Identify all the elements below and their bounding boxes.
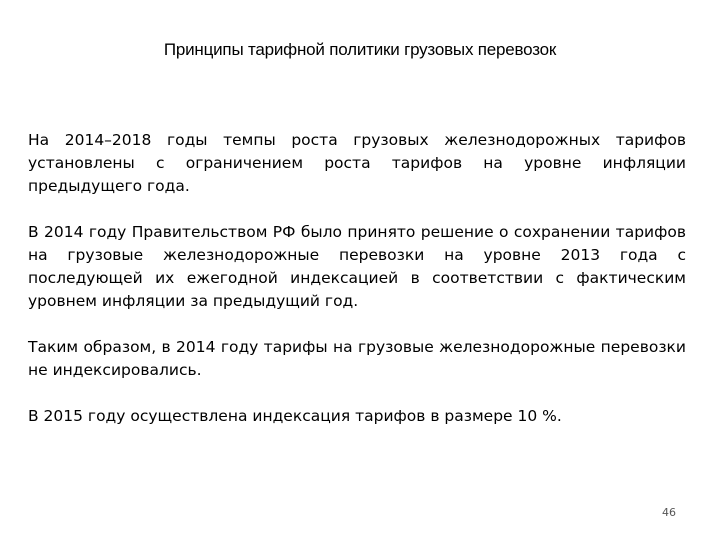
page-number: 46	[662, 506, 676, 519]
slide-body	[28, 129, 686, 428]
paragraph-tariff-growth: На 2014–2018 годы темпы роста грузовых железнодорожных тарифов установлены с ограничением роста тарифов на уровне инфляции предыдущего года.	[28, 131, 686, 195]
paragraph-no-indexation: Таким образом, в 2014 году тарифы на грузовые железнодорожные перевозки не индексировались.	[28, 338, 686, 379]
slide-title: Принципы тарифной политики грузовых перевозок	[163, 40, 557, 59]
paragraph-government-decision: В 2014 году Правительством РФ было принято решение о сохранении тарифов на грузовые железнодорожные перевозки на уровне 2013 года с последующей их ежегодной индексацией в соответствии с фактическим уровнем инфляции за предыдущий год.	[28, 223, 686, 310]
paragraph-2015-indexation: В 2015 году осуществлена индексация тарифов в размере 10 %.	[28, 407, 562, 425]
